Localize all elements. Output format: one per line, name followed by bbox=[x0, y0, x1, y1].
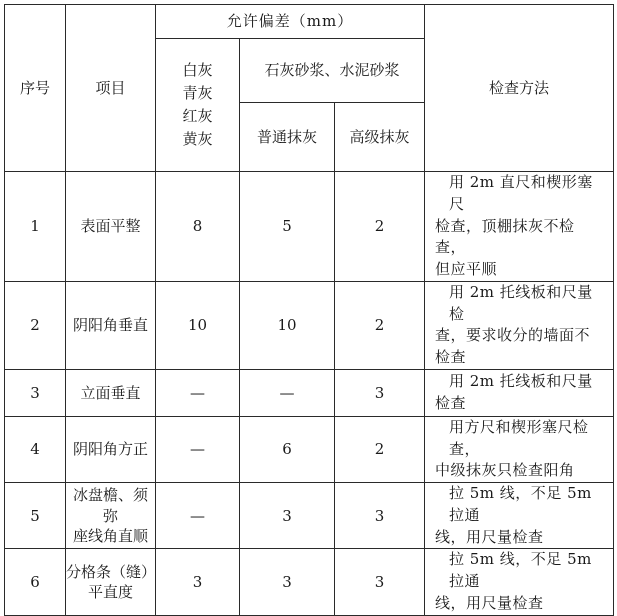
cell-method bbox=[425, 549, 614, 615]
method-line: 检查，顶棚抹灰不检查， bbox=[435, 216, 575, 257]
method-line: 线，用尺量检查 bbox=[435, 527, 544, 546]
cell-normal: 3 bbox=[240, 549, 335, 615]
method-line: 查，要求收分的墙面不 bbox=[435, 326, 591, 345]
method-line: 用 2m 直尺和楔形塞尺 bbox=[449, 173, 593, 213]
cell-item-line: 分格条（缝） bbox=[66, 562, 157, 581]
cell-seq: 1 bbox=[5, 172, 66, 282]
method-line: 中级抹灰只检查阳角 bbox=[435, 461, 575, 480]
cell-seq: 2 bbox=[5, 281, 66, 369]
cell-lime: 8 bbox=[156, 172, 240, 282]
tolerance-table bbox=[4, 4, 614, 616]
cell-item bbox=[66, 416, 156, 482]
cell-method bbox=[425, 281, 614, 369]
cell-item-line: 立面垂直 bbox=[80, 383, 141, 402]
method-line: 但应平顺 bbox=[435, 260, 498, 278]
cell-lime: — bbox=[156, 483, 240, 549]
header-lime-line: 白灰 bbox=[182, 60, 213, 79]
cell-normal: 6 bbox=[240, 416, 335, 482]
method-line: 用 2m 托线板和尺量 bbox=[449, 372, 593, 390]
header-lime-line: 黄灰 bbox=[182, 130, 213, 149]
method-line: 用方尺和楔形塞尺检查， bbox=[449, 417, 589, 458]
cell-lime: — bbox=[156, 416, 240, 482]
table-row bbox=[5, 172, 614, 282]
cell-item bbox=[66, 369, 156, 416]
cell-normal: 10 bbox=[240, 281, 335, 369]
cell-item bbox=[66, 172, 156, 282]
cell-item-line: 表面平整 bbox=[80, 217, 141, 236]
cell-advanced: 3 bbox=[335, 483, 425, 549]
cell-advanced: 2 bbox=[335, 281, 425, 369]
table-row bbox=[5, 549, 614, 615]
header-tolerance: 允许偏差（mm） bbox=[156, 5, 425, 39]
header-mortar-group: 石灰砂浆、水泥砂浆 bbox=[240, 39, 425, 103]
cell-item bbox=[66, 483, 156, 549]
method-line: 线，用尺量检查 bbox=[435, 593, 544, 612]
header-advanced: 高级抹灰 bbox=[335, 103, 425, 172]
header-lime-line: 红灰 bbox=[182, 107, 213, 125]
header-method: 检查方法 bbox=[425, 5, 614, 172]
header-lime-group bbox=[156, 39, 240, 172]
cell-seq: 5 bbox=[5, 483, 66, 549]
cell-seq: 4 bbox=[5, 416, 66, 482]
cell-item bbox=[66, 281, 156, 369]
table-row bbox=[5, 369, 614, 416]
cell-item-line: 座线角直顺 bbox=[72, 526, 148, 545]
table-container bbox=[4, 4, 613, 612]
method-line: 拉 5m 线，不足 5m 拉通 bbox=[449, 550, 592, 590]
cell-item-line: 平直度 bbox=[87, 582, 133, 601]
cell-item-line: 冰盘檐、须弥 bbox=[72, 486, 148, 525]
cell-item-line: 阴阳角垂直 bbox=[72, 316, 148, 335]
cell-method bbox=[425, 369, 614, 416]
cell-normal: 3 bbox=[240, 483, 335, 549]
cell-advanced: 2 bbox=[335, 172, 425, 282]
cell-seq: 6 bbox=[5, 549, 66, 615]
cell-method bbox=[425, 416, 614, 482]
cell-advanced: 3 bbox=[335, 369, 425, 416]
header-item: 项目 bbox=[66, 5, 156, 172]
header-lime-line: 青灰 bbox=[182, 83, 213, 102]
method-line: 检查 bbox=[435, 393, 467, 412]
table-row bbox=[5, 416, 614, 482]
method-line: 检查 bbox=[435, 348, 467, 366]
table-row bbox=[5, 483, 614, 549]
method-line: 拉 5m 线，不足 5m 拉通 bbox=[449, 484, 592, 524]
cell-advanced: 2 bbox=[335, 416, 425, 482]
cell-method bbox=[425, 172, 614, 282]
cell-item-line: 阴阳角方正 bbox=[72, 440, 148, 459]
header-seq: 序号 bbox=[5, 5, 66, 172]
cell-lime: 3 bbox=[156, 549, 240, 615]
cell-normal: 5 bbox=[240, 172, 335, 282]
cell-item bbox=[66, 549, 156, 615]
table-row bbox=[5, 281, 614, 369]
cell-lime: — bbox=[156, 369, 240, 416]
method-line: 用 2m 托线板和尺量检 bbox=[449, 282, 593, 323]
cell-method bbox=[425, 483, 614, 549]
cell-advanced: 3 bbox=[335, 549, 425, 615]
cell-seq: 3 bbox=[5, 369, 66, 416]
header-normal: 普通抹灰 bbox=[240, 103, 335, 172]
cell-normal: — bbox=[240, 369, 335, 416]
cell-lime: 10 bbox=[156, 281, 240, 369]
